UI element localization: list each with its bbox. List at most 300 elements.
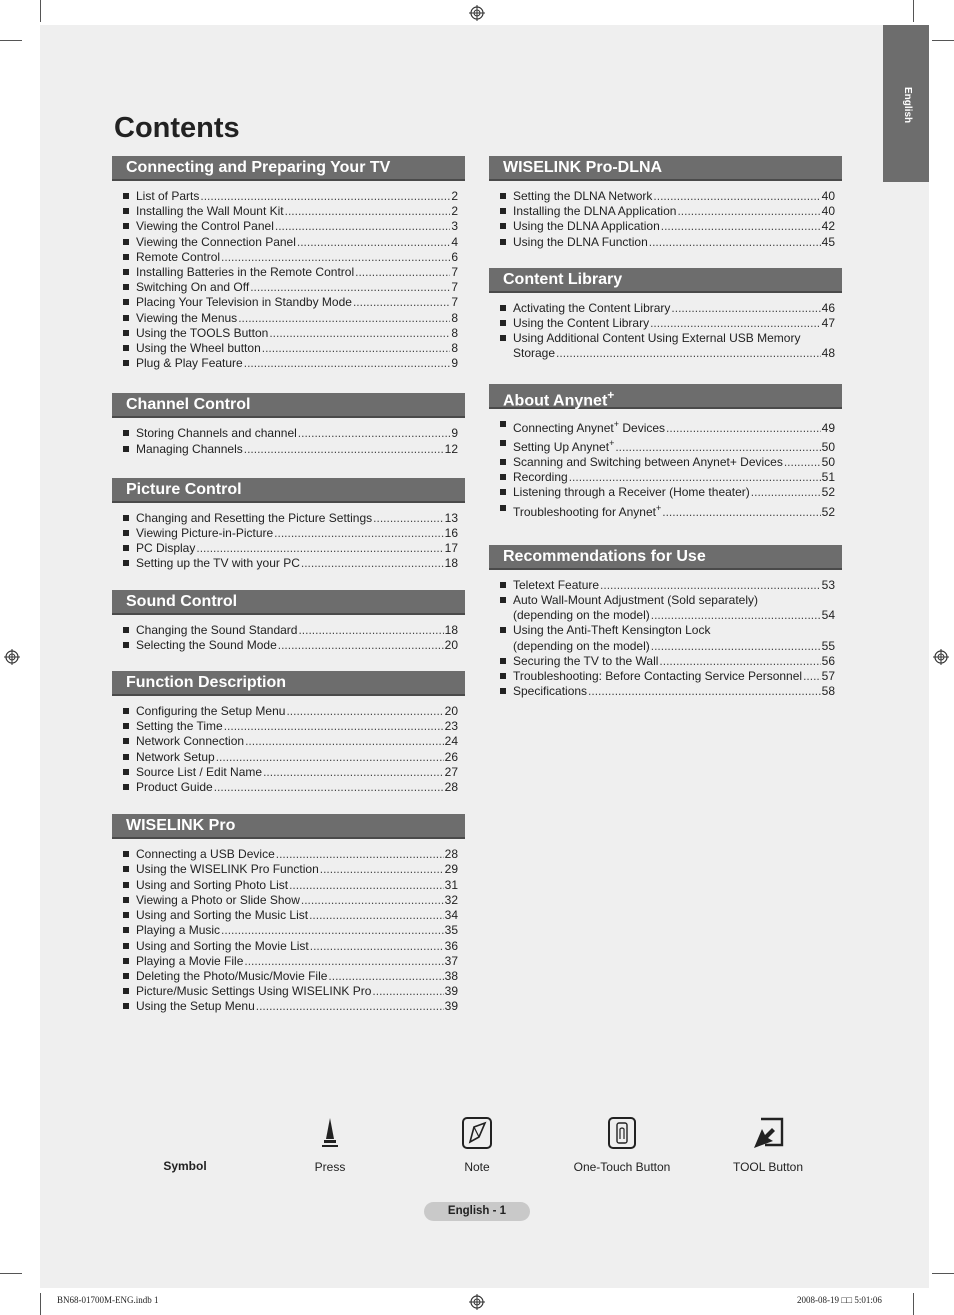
toc-entry-title: Securing the TV to the Wall	[513, 653, 659, 668]
toc-entry-text	[513, 501, 661, 520]
toc-entry-text	[136, 280, 249, 295]
dot-leader	[269, 326, 450, 341]
bullet-square-icon	[500, 208, 506, 214]
bullet-square-icon	[123, 515, 129, 521]
section-heading-text: WISELINK Pro-DLNA	[503, 159, 663, 176]
bullet-square-icon	[500, 440, 506, 446]
bullet-square-icon	[123, 754, 129, 760]
toc-entry-text	[513, 684, 587, 699]
toc-page-number: 20	[444, 637, 458, 652]
toc-section	[112, 393, 465, 456]
toc-entry-row	[136, 954, 458, 969]
toc-entry-text	[136, 954, 243, 969]
toc-entry-title: Using the Setup Menu	[136, 999, 255, 1014]
bullet-square-icon	[123, 430, 129, 436]
toc-entry-row	[513, 417, 835, 436]
toc-entry[interactable]	[123, 704, 458, 719]
toc-entry-row	[136, 999, 458, 1014]
note-icon	[460, 1115, 494, 1151]
toc-entry[interactable]	[123, 939, 458, 954]
toc-entry-text	[136, 295, 352, 310]
dot-leader	[289, 878, 444, 893]
bullet-square-icon	[500, 335, 506, 341]
toc-entry-title: Using and Sorting the Music List	[136, 908, 309, 923]
toc-entry[interactable]	[123, 235, 458, 250]
toc-entry[interactable]	[500, 455, 835, 470]
toc-entry[interactable]	[500, 417, 835, 436]
toc-page-number: 29	[444, 862, 458, 877]
toc-entry[interactable]	[123, 969, 458, 984]
toc-entry-text	[136, 719, 223, 734]
dot-leader	[784, 455, 821, 470]
bullet-square-icon	[123, 1003, 129, 1009]
toc-entry[interactable]	[500, 301, 835, 316]
toc-entry[interactable]	[123, 341, 458, 356]
toc-entry-text	[513, 669, 802, 684]
dot-leader	[278, 638, 444, 653]
toc-entry[interactable]	[123, 204, 458, 219]
toc-page-number: 17	[444, 541, 458, 556]
toc-entry-row	[136, 341, 458, 356]
dot-leader	[263, 765, 444, 780]
toc-entry[interactable]	[500, 316, 835, 331]
toc-page-number: 7	[451, 280, 458, 295]
toc-entry[interactable]	[123, 638, 458, 653]
toc-entry-text	[513, 470, 568, 485]
toc-entry-title: Playing a Movie File	[136, 953, 244, 968]
toc-page-number: 53	[821, 577, 835, 592]
toc-entry[interactable]	[500, 501, 835, 520]
symbol-one-touch-label: One-Touch Button	[573, 1160, 671, 1174]
dot-leader	[286, 704, 443, 719]
toc-entry[interactable]	[123, 847, 458, 862]
toc-entry[interactable]	[500, 219, 835, 234]
dot-leader	[671, 301, 820, 316]
toc-entry-text	[513, 301, 670, 316]
dot-leader	[372, 984, 443, 999]
section-heading-text: Picture Control	[126, 480, 242, 498]
dot-leader	[200, 189, 450, 204]
toc-entry-row	[513, 669, 835, 684]
toc-page-number: 20	[444, 704, 458, 719]
toc-entry-row	[136, 511, 458, 526]
toc-section	[489, 268, 842, 362]
bullet-square-icon	[500, 688, 506, 694]
toc-entry-title: Scanning and Switching between Anynet+ Devices	[513, 455, 783, 470]
toc-entry-row	[513, 301, 835, 316]
toc-entry[interactable]	[123, 265, 458, 280]
dot-leader	[556, 346, 821, 361]
toc-entry[interactable]	[123, 984, 458, 999]
toc-page-number: 9	[451, 426, 458, 441]
dot-leader	[244, 954, 443, 969]
toc-page-number: 4	[451, 234, 458, 249]
section-heading-text: Connecting and Preparing Your TV	[126, 159, 391, 176]
toc-section	[112, 671, 465, 795]
toc-entry-text	[513, 485, 750, 500]
toc-entry-text	[513, 219, 660, 234]
bullet-square-icon	[123, 208, 129, 214]
bullet-square-icon	[123, 912, 129, 918]
bullet-square-icon	[500, 597, 506, 603]
toc-entry-title: Teletext Feature	[513, 577, 600, 592]
registration-mark-icon	[469, 1294, 485, 1310]
toc-section	[489, 156, 842, 250]
toc-entry-row	[136, 426, 458, 441]
dot-leader	[328, 969, 443, 984]
dot-leader	[244, 442, 444, 457]
bullet-square-icon	[123, 943, 129, 949]
toc-entry[interactable]	[500, 470, 835, 485]
toc-entry-title: Playing a Music	[136, 923, 221, 938]
bullet-square-icon	[123, 360, 129, 366]
toc-entry-title: Storing Channels and channel	[136, 426, 297, 441]
toc-entry[interactable]	[123, 893, 458, 908]
toc-entry-text	[513, 578, 599, 593]
bullet-square-icon	[500, 320, 506, 326]
toc-entry[interactable]	[500, 235, 835, 250]
toc-entry-text	[136, 526, 273, 541]
dot-leader	[310, 939, 444, 954]
dot-leader	[677, 204, 820, 219]
crop-mark	[40, 0, 41, 22]
dot-leader	[238, 311, 450, 326]
toc-entry[interactable]	[123, 295, 458, 310]
toc-entry[interactable]	[123, 734, 458, 749]
toc-entry-row	[136, 780, 458, 795]
toc-entry-title: Troubleshooting: Before Contacting Service Personnel	[513, 669, 803, 684]
bullet-square-icon	[500, 239, 506, 245]
toc-entry-title: Connecting Anynet	[513, 420, 614, 435]
toc-entry-text	[136, 847, 275, 862]
toc-entry-row	[136, 939, 458, 954]
dot-leader	[298, 426, 451, 441]
bullet-square-icon	[123, 299, 129, 305]
toc-entry-row	[136, 750, 458, 765]
toc-entry[interactable]	[500, 204, 835, 219]
toc-entry[interactable]	[123, 556, 458, 571]
toc-entry[interactable]	[123, 311, 458, 326]
toc-entry-title: Deleting the Photo/Music/Movie File	[136, 968, 328, 983]
bullet-square-icon	[500, 474, 506, 480]
section-heading-text: About Anynet	[503, 391, 608, 409]
toc-entry-text	[513, 316, 649, 331]
dot-leader	[250, 280, 450, 295]
dot-leader	[245, 734, 444, 749]
toc-page-number: 18	[444, 622, 458, 637]
toc-entry-title: Storage	[513, 346, 556, 361]
toc-entry[interactable]	[500, 593, 835, 623]
toc-entry-text	[513, 436, 614, 455]
toc-entry-title: Activating the Content Library	[513, 300, 671, 315]
bullet-square-icon	[123, 193, 129, 199]
toc-entry-row	[136, 356, 458, 371]
bullet-square-icon	[500, 582, 506, 588]
toc-entry-title: Installing the DLNA Application	[513, 204, 677, 219]
crop-mark	[913, 0, 914, 22]
toc-entry-row	[513, 436, 835, 455]
toc-page-number: 37	[444, 953, 458, 968]
toc-entry[interactable]	[500, 436, 835, 455]
section-heading-text: Content Library	[503, 270, 623, 288]
dot-leader	[297, 235, 450, 250]
toc-entry-sup: +	[613, 418, 620, 429]
toc-entry-title: Using the TOOLS Button	[136, 325, 269, 340]
toc-entry-row	[136, 704, 458, 719]
toc-entry[interactable]	[500, 684, 835, 699]
crop-mark	[932, 40, 954, 41]
toc-entry-title: Setting the DLNA Network	[513, 189, 653, 203]
toc-entry-title: Using the DLNA Application	[513, 219, 660, 234]
toc-entry[interactable]	[123, 719, 458, 734]
section-heading-text: WISELINK Pro	[126, 817, 236, 835]
toc-entry-row	[136, 862, 458, 877]
toc-entry-text	[136, 893, 300, 908]
toc-entry[interactable]	[123, 511, 458, 526]
toc-page-number: 32	[444, 892, 458, 907]
toc-entry[interactable]	[123, 250, 458, 265]
dot-leader	[600, 578, 821, 593]
toc-entry-title: Managing Channels	[136, 441, 243, 456]
toc-section	[112, 814, 465, 1014]
bullet-square-icon	[500, 305, 506, 311]
dot-leader	[244, 356, 451, 371]
dot-leader	[751, 485, 821, 500]
bullet-square-icon	[123, 784, 129, 790]
toc-entry-row	[513, 189, 835, 204]
toc-page-number: 51	[821, 470, 835, 485]
toc-entry-title: Connecting a USB Device	[136, 847, 275, 862]
toc-entry-text-line: Using Additional Content Using External USB Memory	[513, 331, 801, 346]
toc-page-number: 56	[821, 653, 835, 668]
toc-entry[interactable]	[123, 862, 458, 877]
toc-entry[interactable]	[123, 219, 458, 234]
toc-entry[interactable]	[500, 654, 835, 669]
toc-entry[interactable]	[123, 426, 458, 441]
toc-entry-row	[136, 442, 458, 457]
toc-entry-title: List of Parts	[136, 189, 200, 203]
toc-entry-text	[136, 984, 371, 999]
toc-entry-row	[136, 878, 458, 893]
toc-entry-text	[136, 923, 220, 938]
toc-entry[interactable]	[123, 541, 458, 556]
toc-entry-title: Viewing the Connection Panel	[136, 234, 296, 249]
section-heading-text: Recommendations for Use	[503, 547, 706, 565]
registration-mark-icon	[469, 5, 485, 21]
toc-entry-text	[513, 455, 783, 470]
toc-entry-row	[136, 734, 458, 749]
toc-page-number: 34	[444, 908, 458, 923]
toc-entry[interactable]	[123, 750, 458, 765]
toc-entry[interactable]	[123, 280, 458, 295]
toc-entry-text	[513, 204, 676, 219]
bullet-square-icon	[123, 723, 129, 729]
crop-mark	[0, 40, 22, 41]
toc-entry-row	[136, 204, 458, 219]
toc-entry[interactable]	[500, 623, 835, 653]
dot-leader	[309, 908, 444, 923]
dot-leader	[588, 684, 821, 699]
toc-entry[interactable]	[123, 623, 458, 638]
toc-page-number: 27	[444, 764, 458, 779]
toc-page-number: 13	[444, 510, 458, 525]
toc-entry-title: Network Connection	[136, 734, 245, 749]
toc-entry-row	[136, 526, 458, 541]
toc-list	[112, 615, 465, 653]
toc-page-number: 2	[451, 204, 458, 219]
toc-entry[interactable]	[500, 669, 835, 684]
crop-mark	[913, 1293, 914, 1315]
toc-entry-row	[136, 556, 458, 571]
symbol-one-touch	[567, 1115, 677, 1174]
toc-page-number: 57	[821, 669, 835, 684]
bullet-square-icon	[123, 530, 129, 536]
toc-page-number: 52	[821, 485, 835, 500]
toc-entry[interactable]	[123, 908, 458, 923]
toc-entry-title: Recording	[513, 470, 568, 485]
dot-leader	[320, 862, 444, 877]
toc-entry-row	[513, 470, 835, 485]
toc-page-number: 23	[444, 719, 458, 734]
symbol-note-label: Note	[464, 1160, 490, 1174]
bullet-square-icon	[123, 627, 129, 633]
dot-leader	[661, 219, 821, 234]
section-heading-text: Function Description	[126, 674, 286, 692]
section-heading	[112, 156, 465, 181]
toc-entry-row	[513, 639, 835, 654]
toc-entry-title: Switching On and Off	[136, 280, 250, 295]
toc-page-number: 38	[444, 968, 458, 983]
toc-entry[interactable]	[123, 923, 458, 938]
dot-leader	[221, 923, 444, 938]
dot-leader	[659, 654, 820, 669]
crop-mark	[932, 1273, 954, 1274]
toc-entry-row	[136, 189, 458, 204]
toc-entry[interactable]	[123, 326, 458, 341]
one-touch-button-icon	[605, 1115, 639, 1151]
section-heading	[489, 156, 842, 181]
toc-entry-row	[136, 250, 458, 265]
toc-page-number: 54	[821, 608, 835, 623]
section-heading-text: Channel Control	[126, 396, 251, 414]
bullet-square-icon	[123, 254, 129, 260]
dot-leader	[285, 204, 451, 219]
bullet-square-icon	[123, 769, 129, 775]
section-heading	[489, 268, 842, 293]
toc-entry-row	[136, 265, 458, 280]
dot-leader	[666, 421, 821, 436]
toc-entry[interactable]	[123, 765, 458, 780]
toc-entry-row	[136, 235, 458, 250]
toc-list	[489, 570, 842, 700]
symbol-legend	[112, 1115, 832, 1185]
toc-entry-row	[513, 455, 835, 470]
symbol-tool-label: TOOL Button	[732, 1160, 804, 1174]
toc-entry[interactable]	[500, 189, 835, 204]
bullet-square-icon	[123, 345, 129, 351]
toc-entry-title: Product Guide	[136, 780, 213, 795]
toc-entry-text	[136, 734, 244, 749]
toc-page-number: 24	[444, 734, 458, 749]
page-title: Contents	[114, 112, 240, 144]
toc-entry-title: Viewing the Menus	[136, 310, 238, 325]
toc-page-number: 7	[451, 265, 458, 280]
toc-entry-title: Specifications	[513, 684, 588, 699]
toc-page-number: 7	[451, 295, 458, 310]
toc-entry[interactable]	[123, 526, 458, 541]
bullet-square-icon	[123, 988, 129, 994]
toc-entry-title: Viewing the Control Panel	[136, 219, 274, 234]
bullet-square-icon	[123, 897, 129, 903]
toc-entry[interactable]	[123, 954, 458, 969]
bullet-square-icon	[500, 193, 506, 199]
toc-entry[interactable]	[500, 485, 835, 500]
toc-entry-title: Viewing Picture-in-Picture	[136, 526, 274, 541]
toc-entry-text	[136, 426, 297, 441]
toc-entry[interactable]	[123, 999, 458, 1014]
toc-entry-text	[136, 939, 309, 954]
bullet-square-icon	[500, 459, 506, 465]
toc-page-number: 47	[821, 316, 835, 331]
toc-entry-title: Using and Sorting Photo List	[136, 877, 289, 892]
toc-page-number: 45	[821, 234, 835, 249]
bullet-square-icon	[500, 627, 506, 633]
toc-entry-text	[136, 556, 300, 571]
toc-page-number: 8	[451, 310, 458, 325]
toc-entry[interactable]	[500, 578, 835, 593]
dot-leader	[276, 847, 444, 862]
toc-page-number: 18	[444, 556, 458, 571]
toc-entry-text-line: Using the Anti-Theft Kensington Lock	[513, 623, 711, 638]
toc-entry-text	[513, 654, 658, 669]
bullet-square-icon	[500, 421, 506, 427]
toc-list	[489, 181, 842, 250]
bullet-square-icon	[123, 708, 129, 714]
toc-entry[interactable]	[500, 331, 835, 361]
toc-entry-title-suffix: Devices	[619, 420, 666, 435]
section-heading	[112, 671, 465, 696]
section-heading-sup: +	[607, 387, 615, 402]
toc-entry-title: Viewing a Photo or Slide Show	[136, 892, 300, 907]
toc-entry-text	[136, 765, 262, 780]
bullet-square-icon	[123, 223, 129, 229]
toc-page-number: 39	[444, 999, 458, 1014]
toc-page-number: 16	[444, 526, 458, 541]
toc-entry[interactable]	[123, 780, 458, 795]
toc-list	[112, 181, 465, 371]
toc-entry-row	[136, 280, 458, 295]
toc-entry-title: Installing the Wall Mount Kit	[136, 204, 284, 219]
toc-entry-row	[136, 638, 458, 653]
toc-entry-row	[513, 204, 835, 219]
bullet-square-icon	[123, 239, 129, 245]
toc-page-number: 31	[444, 877, 458, 892]
toc-entry[interactable]	[123, 878, 458, 893]
toc-entry-text	[513, 608, 650, 623]
toc-entry[interactable]	[123, 356, 458, 371]
toc-entry[interactable]	[123, 189, 458, 204]
toc-entry-text	[136, 780, 213, 795]
toc-entry-title: Changing the Sound Standard	[136, 622, 298, 637]
toc-entry-text	[136, 356, 243, 371]
toc-entry[interactable]	[123, 442, 458, 457]
dot-leader	[214, 780, 444, 795]
registration-mark-icon	[4, 649, 20, 665]
toc-entry-title: Using the Wheel button	[136, 341, 261, 356]
toc-entry-text	[136, 541, 195, 556]
toc-section	[112, 156, 465, 371]
section-heading-text: Sound Control	[126, 592, 238, 610]
